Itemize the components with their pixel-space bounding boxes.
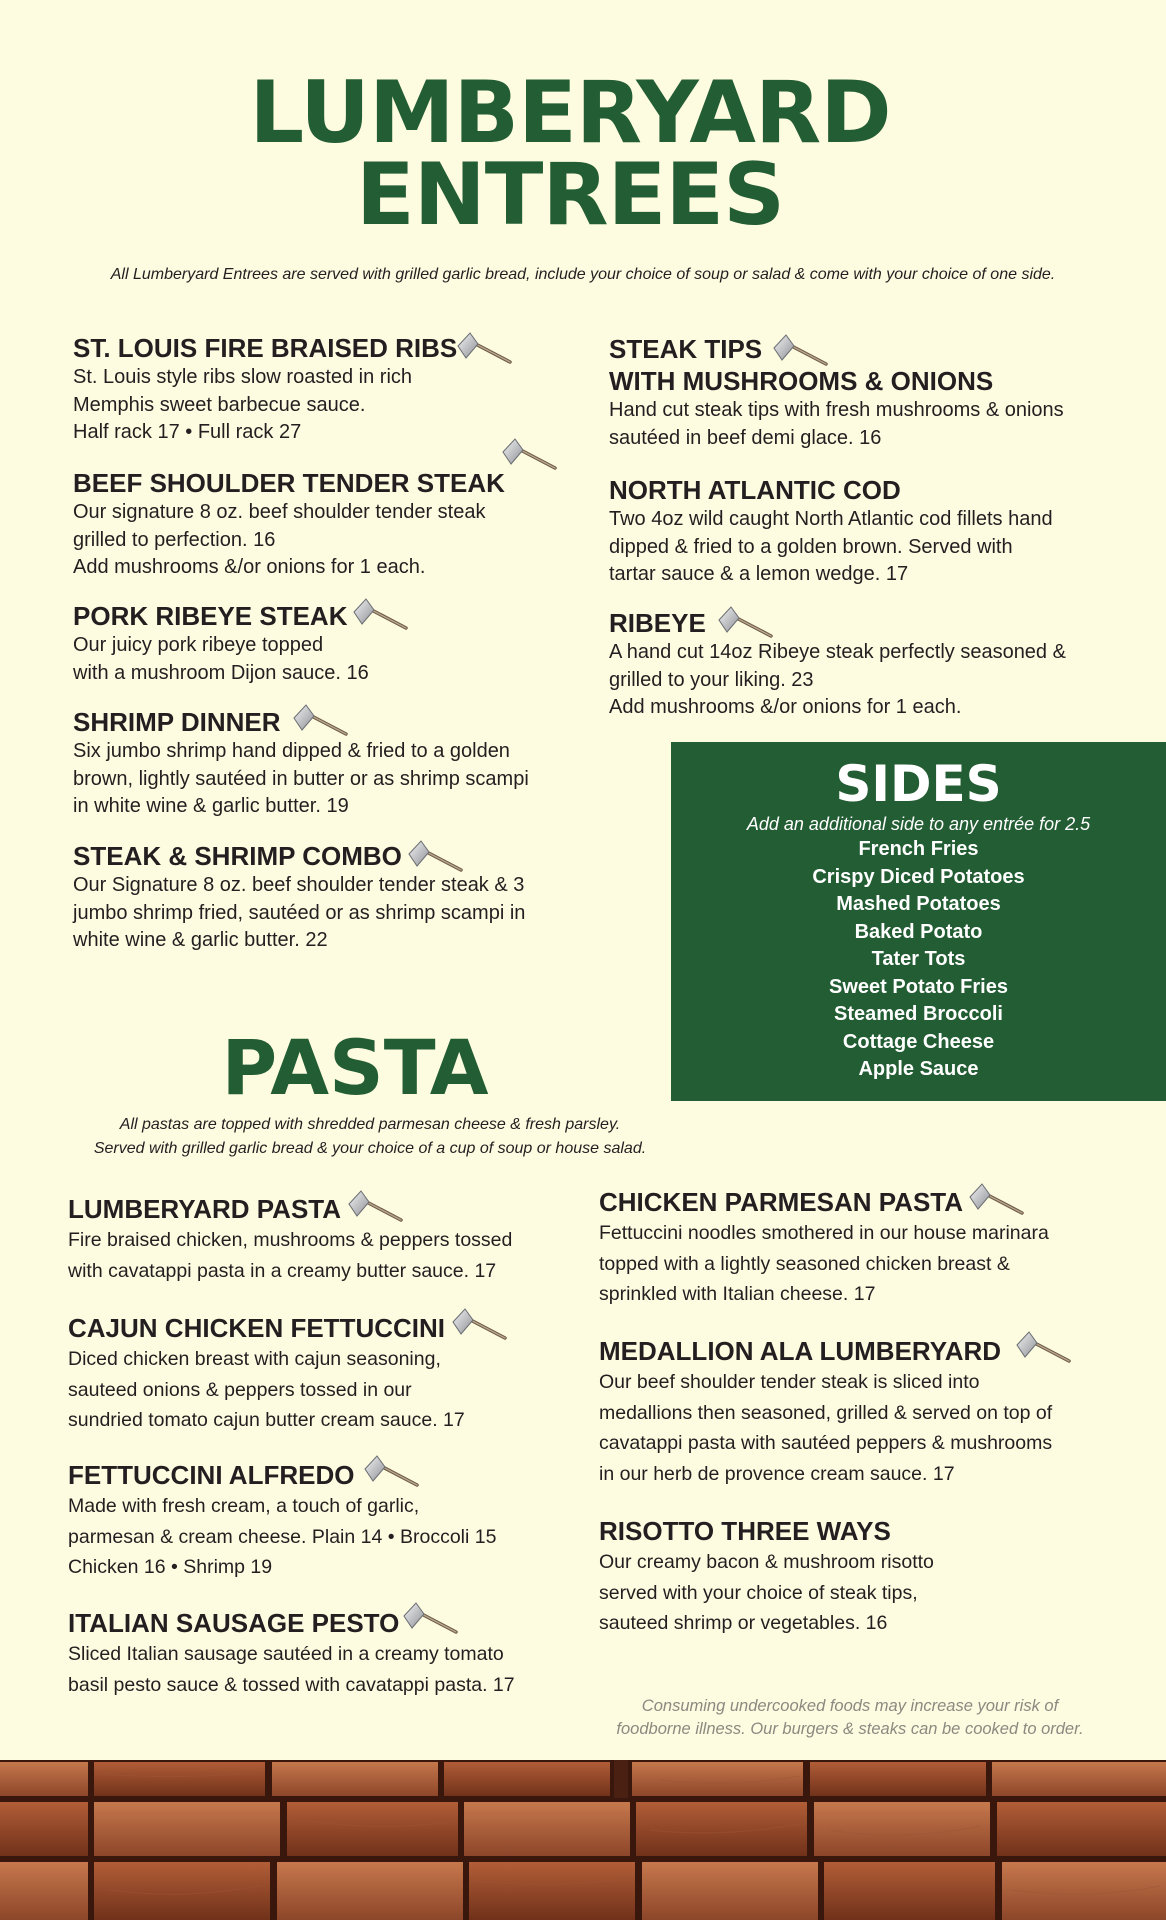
item-description: Our signature 8 oz. beef shoulder tender steak grilled to perfection. 16 Add mushrooms &/or onions for 1 each. — [73, 501, 486, 578]
item-title: NORTH ATLANTIC COD — [609, 475, 901, 505]
pasta-subtitle-line-2: Served with grilled garlic bread & your choice of a cup of soup or house salad. — [93, 1140, 647, 1157]
item-title: ITALIAN SAUSAGE PESTO — [68, 1608, 400, 1638]
item-description: Fire braised chicken, mushrooms & peppers tossed with cavatappi pasta in a creamy butter sauce. 17 — [68, 1229, 513, 1282]
menu-item — [73, 467, 505, 582]
menu-item — [599, 1335, 1052, 1489]
item-description: Six jumbo shrimp hand dipped & fried to a golden brown, lightly sautéed in butter or as shrimp scampi in white wine & garlic butter. 19 — [73, 740, 529, 817]
axe-icon — [405, 840, 463, 874]
pasta-title: PASTA — [221, 1023, 489, 1112]
title-line-1: LUMBERYARD — [249, 63, 891, 163]
item-description: Our creamy bacon & mushroom risotto served with your choice of steak tips, sauteed shrimp or vegetables. 16 — [599, 1551, 934, 1634]
entrees-subtitle: All Lumberyard Entrees are served with grilled garlic bread, include your choice of soup or salad & come with your choice of one side. — [110, 266, 1056, 283]
title-line-2: ENTREES — [355, 145, 785, 245]
item-title: RISOTTO THREE WAYS — [599, 1516, 891, 1546]
item-description: Made with fresh cream, a touch of garlic, parmesan & cream cheese. Plain 14 • Broccoli 15 Chicken 16 • Shrimp 19 — [68, 1495, 497, 1578]
item-description: Sliced Italian sausage sautéed in a creamy tomato basil pesto sauce & tossed with cavatappi pasta. 17 — [68, 1643, 515, 1696]
axe-icon — [715, 606, 773, 640]
axe-icon — [454, 332, 512, 366]
axe-icon — [1013, 1331, 1071, 1365]
menu-item — [68, 1312, 465, 1436]
side-item: French Fries — [858, 838, 979, 860]
item-title: MEDALLION ALA LUMBERYARD — [599, 1336, 1002, 1366]
menu-item — [609, 474, 1053, 589]
page-title — [0, 63, 1140, 245]
side-item: Crispy Diced Potatoes — [812, 865, 1025, 888]
item-description: Two 4oz wild caught North Atlantic cod fillets hand dipped & fried to a golden brown. Served with tartar sauce & a lemon wedge. 17 — [609, 508, 1053, 585]
pasta-subtitle — [40, 1113, 700, 1161]
wood-plank-footer — [0, 1760, 1166, 1920]
item-title: STEAK TIPS — [609, 334, 763, 364]
item-title: LUMBERYARD PASTA — [68, 1194, 342, 1224]
side-item: Sweet Potato Fries — [829, 975, 1008, 998]
menu-item — [73, 600, 369, 687]
sides-note: Add an additional side to any entrée for 2.5 — [746, 814, 1091, 834]
axe-icon — [966, 1183, 1024, 1217]
axe-icon — [350, 598, 408, 632]
item-title: BEEF SHOULDER TENDER STEAK — [73, 468, 505, 498]
item-title: PORK RIBEYE STEAK — [73, 601, 348, 631]
item-title-line-2: WITH MUSHROOMS & ONIONS — [609, 366, 994, 396]
item-description: Our beef shoulder tender steak is sliced into medallions then seasoned, grilled & served on top of cavatappi pasta with sautéed peppers & mushrooms in our herb de provence cream sauce. 17 — [599, 1371, 1053, 1485]
axe-icon — [499, 438, 557, 472]
menu-item — [73, 332, 457, 447]
item-title: CHICKEN PARMESAN PASTA — [599, 1187, 964, 1217]
item-description: Hand cut steak tips with fresh mushrooms & onions sautéed in beef demi glace. 16 — [609, 399, 1064, 449]
pasta-subtitle-line-1: All pastas are topped with shredded parmesan cheese & fresh parsley. — [119, 1116, 621, 1133]
side-item: Tater Tots — [871, 948, 966, 970]
menu-item — [609, 333, 1064, 452]
sides-panel — [671, 742, 1166, 1101]
side-item: Cottage Cheese — [842, 1030, 995, 1053]
item-title: ST. LOUIS FIRE BRAISED RIBS — [73, 333, 458, 363]
item-title: STEAK & SHRIMP COMBO — [73, 841, 402, 871]
menu-item — [68, 1459, 496, 1583]
warning-line-2: foodborne illness. Our burgers & steaks can be cooked to order. — [616, 1720, 1084, 1738]
axe-icon — [449, 1308, 507, 1342]
side-item: Baked Potato — [854, 920, 983, 943]
item-description: Our Signature 8 oz. beef shoulder tender steak & 3 jumbo shrimp fried, sautéed or as shrimp scampi in white wine & garlic butter. 22 — [73, 874, 526, 951]
item-description: Diced chicken breast with cajun seasoning, sauteed onions & peppers tossed in our sundried tomato cajun butter cream sauce. 17 — [68, 1348, 465, 1431]
warning-line-1: Consuming undercooked foods may increase your risk of — [641, 1697, 1059, 1715]
side-item: Mashed Potatoes — [836, 893, 1001, 915]
item-description: Fettuccini noodles smothered in our house marinara topped with a lightly seasoned chicken breast & sprinkled with Italian cheese. 17 — [599, 1222, 1049, 1305]
item-description: A hand cut 14oz Ribeye steak perfectly seasoned & grilled to your liking. 23 Add mushrooms &/or onions for 1 each. — [609, 641, 1066, 718]
axe-icon — [400, 1602, 458, 1636]
menu-item — [599, 1515, 934, 1639]
axe-icon — [361, 1455, 419, 1489]
menu-item — [609, 607, 1066, 722]
axe-icon — [770, 334, 828, 368]
side-item: Apple Sauce — [858, 1058, 979, 1080]
item-title: RIBEYE — [609, 608, 706, 638]
side-item: Steamed Broccoli — [834, 1003, 1003, 1025]
axe-icon — [345, 1190, 403, 1224]
item-description: St. Louis style ribs slow roasted in rich Memphis sweet barbecue sauce. Half rack 17 • Full rack 27 — [73, 366, 413, 443]
sides-title: SIDES — [835, 755, 1002, 813]
item-title: SHRIMP DINNER — [73, 707, 281, 737]
menu-item — [68, 1193, 512, 1286]
wood-texture — [0, 1760, 1166, 1920]
item-title: CAJUN CHICKEN FETTUCCINI — [68, 1313, 445, 1343]
axe-icon — [290, 704, 348, 738]
item-description: Our juicy pork ribeye topped with a mushroom Dijon sauce. 16 — [73, 634, 369, 684]
food-safety-warning — [600, 1695, 1100, 1741]
item-title: FETTUCCINI ALFREDO — [68, 1460, 355, 1490]
